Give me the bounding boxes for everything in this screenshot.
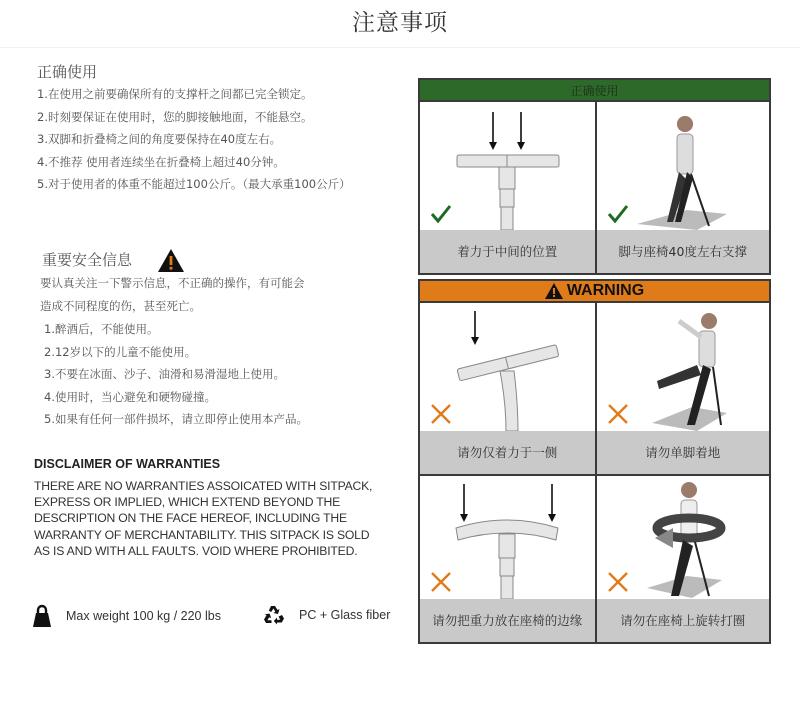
cross-icon [607,571,629,593]
disclaimer-line: EXPRESS OR IMPLIED, WHICH EXTEND BEYOND THE [34,495,341,510]
spec-material [263,604,390,626]
illustration-cell [595,102,770,273]
caption: 请勿在座椅上旋转打圈 [597,599,770,642]
header-divider [0,47,800,48]
page-title: 注意事项 [352,10,448,36]
warning-triangle-icon [157,248,185,273]
warning-triangle-icon [545,283,563,299]
correct-use-heading: 正确使用 [37,63,98,81]
person-one-foot-illustration [597,303,770,431]
intro-line: 要认真关注一下警示信息，不正确的操作，有可能会 [40,276,305,290]
list-item: 5.对于使用者的体重不能超过100公斤。（最大承重100公斤） [37,177,351,191]
illustration-cell [595,303,770,474]
check-icon [430,204,452,224]
panel-header-warning [420,281,769,303]
cross-icon [430,571,452,593]
safety-heading: 重要安全信息 [42,251,133,269]
disclaimer-line: WARRANTY OF MERCHANTABILITY. THIS SITPACK IS SOLD [34,527,370,542]
cross-icon [430,403,452,425]
disclaimer-line: DESCRIPTION ON THE FACE HEREOF, INCLUDING THE [34,511,347,526]
illustration-cell [420,102,595,273]
caption: 脚与座椅40度左右支撑 [597,230,770,273]
disclaimer-body [34,478,372,559]
caption: 请勿把重力放在座椅的边缘 [420,599,595,642]
spec-label: PC + Glass fiber [299,608,391,622]
illustration-cell [420,303,595,474]
panel-row [420,474,769,642]
weight-icon [32,604,52,628]
recycle-icon [263,604,285,626]
list-item: 2.时刻要保证在使用时，您的脚接触地面，不能悬空。 [37,109,313,124]
illustration-cell [420,476,595,642]
caption: 请勿单脚着地 [597,431,770,474]
list-item: 3.不要在冰面、沙子、油滑和易滑湿地上使用。 [44,367,285,381]
safety-intro [40,272,305,318]
safety-list [44,318,308,431]
seat-edge-load-illustration [420,476,595,599]
panel-row [420,303,769,474]
illustration-cell [595,476,770,642]
seat-side-load-illustration [420,303,595,431]
caption: 着力于中间的位置 [420,230,595,273]
disclaimer-title: DISCLAIMER OF WARRANTIES [34,457,221,471]
list-item: 1.醉酒后，不能使用。 [44,322,159,336]
list-item: 1.在使用之前要确保所有的支撑杆之间都已完全锁定。 [37,87,313,101]
correct-use-panel [418,78,771,275]
list-item: 2.12岁以下的儿童不能使用。 [44,344,197,359]
correct-use-list [37,83,351,196]
person-leaning-illustration [597,102,770,230]
list-item: 3.双脚和折叠椅之间的角度要保持在40度左右。 [37,132,282,146]
spec-max-weight [32,604,221,628]
list-item: 5.如果有任何一部件损坏，请立即停止使用本产品。 [44,412,308,426]
cross-icon [607,403,629,425]
disclaimer-line: AS IS AND WITH ALL FAULTS. VOID WHERE PROHIBITED. [34,543,358,558]
list-item: 4.不推荐 使用者连续坐在折叠椅上超过40分钟。 [37,154,285,169]
list-item: 4.使用时，当心避免和硬物碰撞。 [44,389,216,404]
intro-line: 造成不同程度的伤，甚至死亡。 [40,299,201,313]
disclaimer-line: THERE ARE NO WARRANTIES ASSOICATED WITH SITPACK, [34,479,373,493]
warning-panel [418,279,771,644]
spec-label: Max weight 100 kg / 220 lbs [66,609,221,623]
seat-center-load-illustration [420,102,595,230]
caption: 请勿仅着力于一侧 [420,431,595,474]
panel-header-correct: 正确使用 [420,80,769,102]
panel-row [420,102,769,273]
warning-label: WARNING [566,282,645,299]
check-icon [607,204,629,224]
person-spinning-illustration [597,476,770,599]
